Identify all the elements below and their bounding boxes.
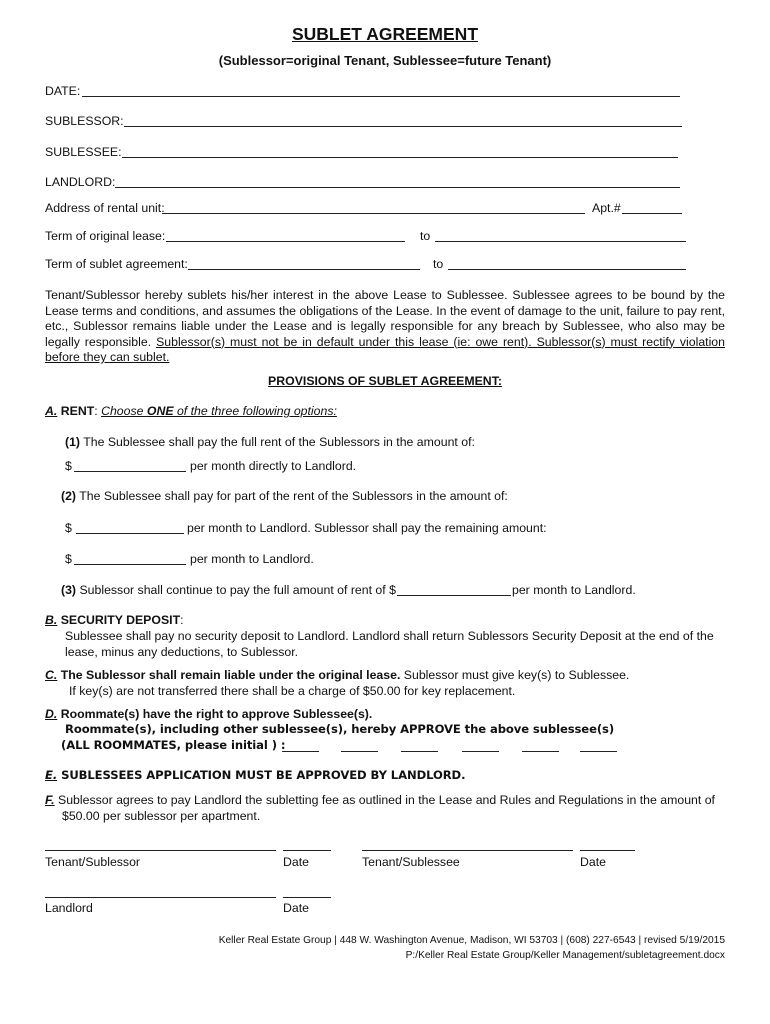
intro-paragraph (45, 288, 725, 366)
section-f-line-1: F. Sublessor agrees to pay Landlord the subletting fee as outlined in the Lease and Rules and Regulations in the amount of (45, 793, 715, 807)
option-2-amount-field[interactable] (76, 533, 184, 534)
term-sublet-to-label: to (433, 257, 444, 271)
sublessee-field[interactable] (122, 157, 678, 158)
tenant-sublessor-label: Tenant/Sublessor (45, 855, 141, 869)
provisions-heading: PROVISIONS OF SUBLET AGREEMENT: (268, 374, 502, 388)
intro-default-warning: Sublessor(s) must not be in default under this lease (ie: owe rent). Sublessor(s) must rectify violation before they can sublet. (45, 334, 725, 364)
option-2-remaining-field[interactable] (74, 564, 186, 565)
document-title: SUBLET AGREEMENT (291, 24, 479, 44)
section-c-text: C. The Sublessor shall remain liable under the original lease. Sublessor must give key(s) to Sublessee. (45, 668, 630, 682)
term-sublet-start-field[interactable] (188, 269, 420, 270)
date-label: DATE: (45, 84, 81, 98)
term-original-to-label: to (420, 229, 431, 243)
landlord-signature-field[interactable] (45, 897, 276, 898)
roommate-initial-field[interactable] (462, 751, 499, 752)
option-1-amount-field[interactable] (74, 471, 186, 472)
section-b-line-1: Sublessee shall pay no security deposit to Landlord. Landlord shall return Sublessors Security Deposit at the end of the (65, 629, 714, 643)
term-sublet-end-field[interactable] (448, 269, 686, 270)
roommate-initial-field[interactable] (401, 751, 438, 752)
term-original-start-field[interactable] (166, 241, 405, 242)
apt-label: Apt.# (592, 201, 621, 215)
section-d-heading: D. Roommate(s) have the right to approve Sublessee(s). (45, 707, 373, 721)
dollar-sign: $ (65, 552, 72, 566)
landlord-field[interactable] (115, 187, 680, 188)
dollar-sign: $ (65, 521, 72, 535)
option-1-suffix: per month directly to Landlord. (190, 459, 357, 473)
section-b-heading: B. SECURITY DEPOSIT: (45, 613, 184, 627)
date-label: Date (580, 855, 606, 869)
section-c-line-2: If key(s) are not transferred there shall be a charge of $50.00 for key replacement. (69, 684, 516, 698)
address-field[interactable] (162, 213, 585, 214)
tenant-sublessee-date-field[interactable] (580, 850, 635, 851)
option-2-text: (2) The Sublessee shall pay for part of the rent of the Sublessors in the amount of: (61, 489, 508, 503)
option-2-suffix: per month to Landlord. Sublessor shall pay the remaining amount: (187, 521, 547, 535)
tenant-sublessee-label: Tenant/Sublessee (362, 855, 460, 869)
apt-field[interactable] (622, 213, 682, 214)
document-subtitle: (Sublessor=original Tenant, Sublessee=future Tenant) (218, 53, 552, 68)
sublessee-label: SUBLESSEE: (45, 145, 122, 159)
tenant-sublessee-signature-field[interactable] (362, 850, 573, 851)
date-field[interactable] (82, 96, 680, 97)
term-original-end-field[interactable] (435, 241, 686, 242)
tenant-sublessor-date-field[interactable] (283, 850, 331, 851)
section-e-text: E. SUBLESSEES APPLICATION MUST BE APPROVED BY LANDLORD. (45, 768, 466, 782)
term-sublet-label: Term of sublet agreement: (45, 257, 188, 271)
date-label: Date (283, 901, 309, 915)
term-original-label: Term of original lease: (45, 229, 166, 243)
roommate-initial-field[interactable] (522, 751, 559, 752)
roommate-initial-field[interactable] (341, 751, 378, 752)
roommate-initial-field[interactable] (580, 751, 617, 752)
landlord-signature-label: Landlord (45, 901, 93, 915)
sublessor-label: SUBLESSOR: (45, 114, 124, 128)
landlord-date-field[interactable] (283, 897, 331, 898)
section-d-line-3: (ALL ROOMMATES, please initial ) : (61, 738, 286, 752)
option-1-text: (1) The Sublessee shall pay the full rent of the Sublessors in the amount of: (65, 435, 475, 449)
intro-text: Tenant/Sublessor hereby sublets his/her interest in the above Lease to Sublessee. Sublessee agrees to be bound by the Lease terms and conditions, and assumes the obligations of the Lease. In the event of damage to the unit, failure to pay rent, etc., Sublessor remains liable under the Lease and is legally responsible for any breach by Sublessee, who also may be legally responsible. (45, 288, 725, 349)
roommate-initial-field[interactable] (282, 751, 319, 752)
address-label: Address of rental unit: (45, 201, 165, 215)
option-3-suffix: per month to Landlord. (512, 583, 636, 597)
option-3-text: (3) Sublessor shall continue to pay the full amount of rent of $ (61, 583, 396, 597)
landlord-label: LANDLORD: (45, 175, 116, 189)
sublessor-field[interactable] (124, 126, 682, 127)
section-f-line-2: $50.00 per sublessor per apartment. (62, 809, 261, 823)
footer-file-path: P:/Keller Real Estate Group/Keller Management/subletagreement.docx (405, 950, 725, 961)
section-a-heading: A. RENT: Choose ONE of the three following options: (45, 404, 337, 418)
dollar-sign: $ (65, 459, 72, 473)
section-b-line-2: lease, minus any deductions, to Sublessor. (65, 645, 299, 659)
option-3-amount-field[interactable] (397, 595, 511, 596)
option-2-remaining-suffix: per month to Landlord. (190, 552, 314, 566)
footer-contact: Keller Real Estate Group | 448 W. Washington Avenue, Madison, WI 53703 | (608) 227-6543 | revised 5/19/2015 (218, 935, 725, 946)
tenant-sublessor-signature-field[interactable] (45, 850, 276, 851)
section-d-line-2: Roommate(s), including other sublessee(s), hereby APPROVE the above sublessee(s) (65, 722, 615, 736)
date-label: Date (283, 855, 309, 869)
